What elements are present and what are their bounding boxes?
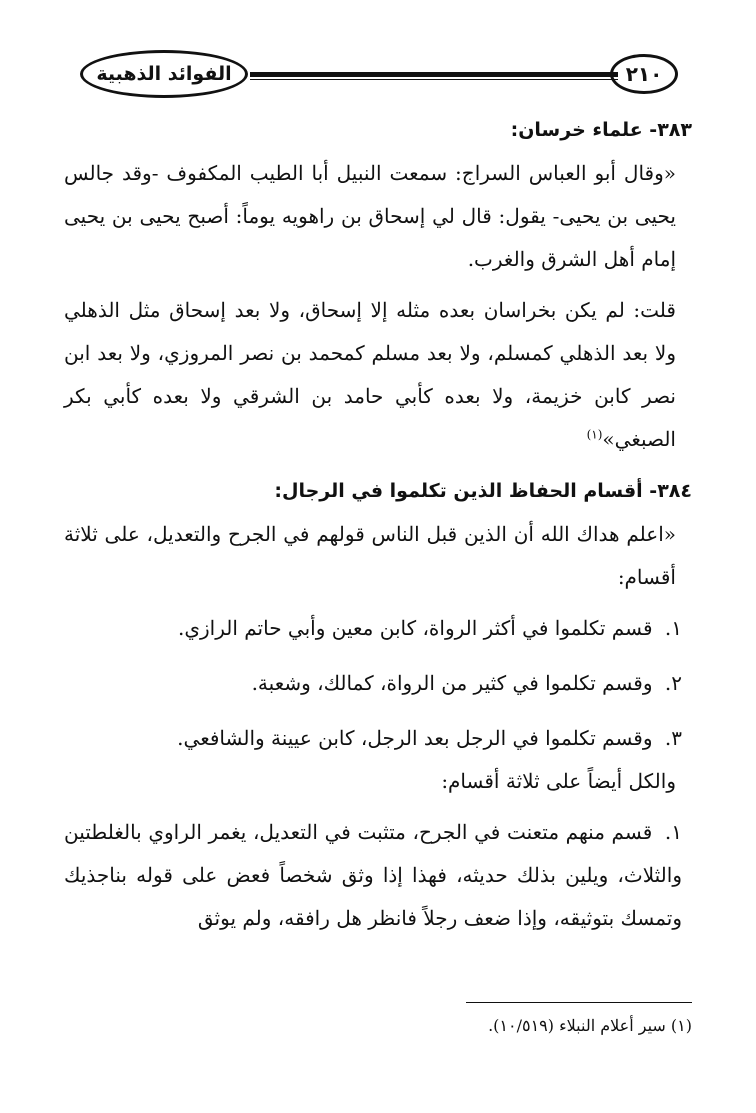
list-item <box>64 662 692 705</box>
paragraph-text: «اعلم هداك الله أن الذين قبل الناس قولهم في الجرح والتعديل، على ثلاثة أقسام: <box>64 522 676 589</box>
footnote: (١) سير أعلام النبلاء (١٠/٥١٩). <box>488 1016 692 1035</box>
list-number: ٣. <box>664 726 682 750</box>
section-heading-383: ٣٨٣- علماء خرسان: <box>510 119 692 141</box>
list-item <box>64 717 692 760</box>
paragraph-author-comment <box>64 289 692 461</box>
list-number: ٢. <box>664 671 682 695</box>
list-second-division <box>64 811 692 940</box>
list-text: قسم تكلموا في أكثر الرواة، كابن معين وأبي حاتم الرازي. <box>177 616 653 640</box>
footnote-rule <box>466 1002 692 1003</box>
paragraph-quote-siraj <box>64 152 692 281</box>
list-item <box>64 607 692 650</box>
paragraph-transition <box>64 760 692 803</box>
paragraph-text: والكل أيضاً على ثلاثة أقسام: <box>441 769 676 793</box>
list-item <box>64 811 692 940</box>
book-title: الفوائد الذهبية <box>80 50 248 98</box>
page-body <box>64 108 692 952</box>
running-header <box>80 50 678 102</box>
list-text: وقسم تكلموا في كثير من الرواة، كمالك، وشعبة. <box>251 671 653 695</box>
list-first-division <box>64 607 692 760</box>
page-number: ٢١٠ <box>610 54 678 94</box>
header-rule-thin <box>250 79 618 80</box>
list-number: ١. <box>664 820 682 844</box>
list-number: ١. <box>664 616 682 640</box>
paragraph-intro <box>64 513 692 599</box>
paragraph-text: قلت: لم يكن بخراسان بعده مثله إلا إسحاق، ولا بعد إسحاق مثل الذهلي ولا بعد الذهلي كمسلم، ولا بعد مسلم كمحمد بن نصر المروزي، ولا بعد ابن نصر كابن خزيمة، ولا بعده كأبي حامد بن الشرقي ولا بعده كأبي بكر الصبغي» <box>64 298 676 451</box>
list-text: قسم منهم متعنت في الجرح، متثبت في التعديل، يغمر الراوي بالغلطتين والثلاث، ويلين بذلك حديثه، فهذا إذا وثق شخصاً فعض على قوله بناجذيك وتمسك بتوثيقه، وإذا ضعف رجلاً فانظر هل رافقه، ولم يوثق <box>64 820 682 930</box>
list-text: وقسم تكلموا في الرجل بعد الرجل، كابن عيينة والشافعي. <box>177 726 653 750</box>
paragraph-text: «وقال أبو العباس السراج: سمعت النبيل أبا الطيب المكفوف -وقد جالس يحيى بن يحيى- يقول: قال لي إسحاق بن راهويه يوماً: أصبح يحيى بن يحيى إمام أهل الشرق والغرب. <box>64 161 676 271</box>
header-rule <box>250 72 618 77</box>
footnote-ref: (١) <box>586 427 603 442</box>
section-heading-384: ٣٨٤- أقسام الحفاظ الذين تكلموا في الرجال: <box>274 480 692 502</box>
